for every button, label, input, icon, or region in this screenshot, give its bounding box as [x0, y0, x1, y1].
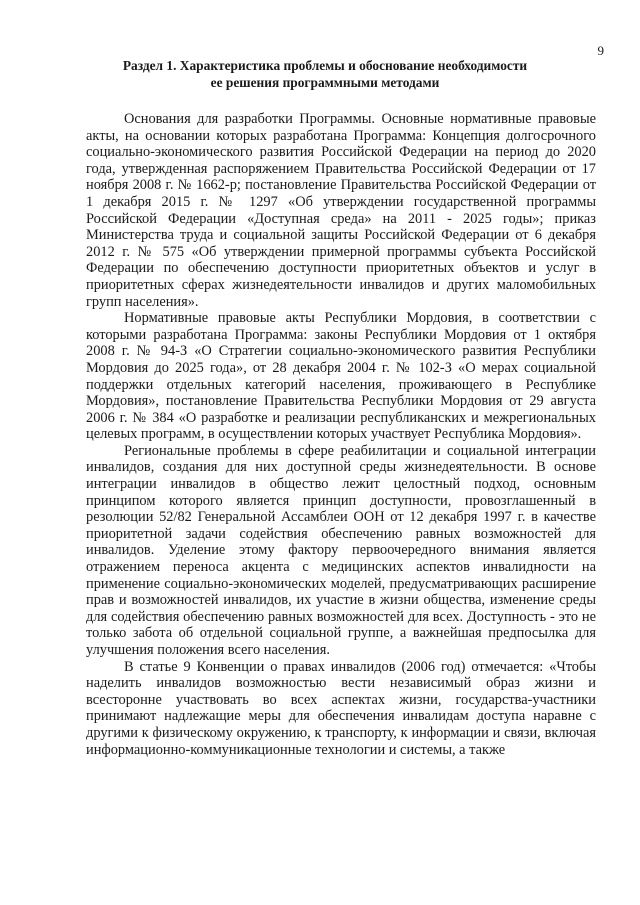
body-text	[86, 111, 596, 758]
page-number: 9	[597, 43, 604, 58]
paragraph-convention-article-9: В статье 9 Конвенции о правах инвалидов (2006 год) отмечается: «Чтобы наделить инвалидов возможностью вести независимый образ жизни и всесторонне участвовать во всех аспектах жизни, государства-участники принимают надлежащие меры для обеспечения инвалидам доступа наравне с другими к физическому окружению, к транспорту, к информации и связи, включая информационно-коммуникационные технологии и системы, а также	[86, 658, 596, 758]
paragraph-regional-problems: Региональные проблемы в сфере реабилитации и социальной интеграции инвалидов, создания для них доступной среды жизнедеятельности. В основе интеграции инвалидов в общество лежит целостный подход, основным принципом которого является принцип доступности, провозглашенный в резолюции 52/82 Генеральной Ассамблеи ООН от 12 декабря 1997 г. в качестве приоритетной задачи содействия обеспечению равных возможностей для инвалидов. Уделение этому фактору первоочередного внимания является отражением переноса акцента с медицинских аспектов инвалидности на применение социально-экономических моделей, предусматривающих расширение прав и возможностей инвалидов, их участие в жизни общества, изменение среды для содействия обеспечению равных возможностей для всех. Доступность - это не только забота об отдельной социальной группе, а важнейшая предпосылка для улучшения положения всего населения.	[86, 442, 596, 658]
paragraph-regional-acts: Нормативные правовые акты Республики Мордовия, в соответствии с которыми разработана Программа: законы Республики Мордовия от 1 октября 2008 г. № 94-З «О Стратегии социально-экономического развития Республики Мордовия до 2025 года», от 28 декабря 2004 г. № 102-З «О мерах социальной поддержки отдельных категорий населения, проживающего в Республике Мордовия», постановление Правительства Республики Мордовия от 29 августа 2006 г. № 384 «О разработке и реализации республиканских и межрегиональных целевых программ, в осуществлении которых участвует Республика Мордовия».	[86, 310, 596, 443]
section-heading: Раздел 1. Характеристика проблемы и обоснование необходимости ее решения программными методами	[122, 58, 528, 90]
paragraph-legal-basis: Основания для разработки Программы. Основные нормативные правовые акты, на основании которых разработана Программа: Концепция долгосрочного социально-экономического развития Российской Федерации на период до 2020 года, утвержденная распоряжением Правительства Российской Федерации от 17 ноября 2008 г. № 1662-р; постановление Правительства Российской Федерации от 1 декабря 2015 г. № 1297 «Об утверждении государственной программы Российской Федерации «Доступная среда» на 2011 - 2025 годы»; приказ Министерства труда и социальной защиты Российской Федерации от 6 декабря 2012 г. № 575 «Об утверждении примерной программы субъекта Российской Федерации по обеспечению доступности приоритетных объектов и услуг в приоритетных сферах жизнедеятельности инвалидов и других маломобильных групп населения».	[86, 111, 596, 310]
